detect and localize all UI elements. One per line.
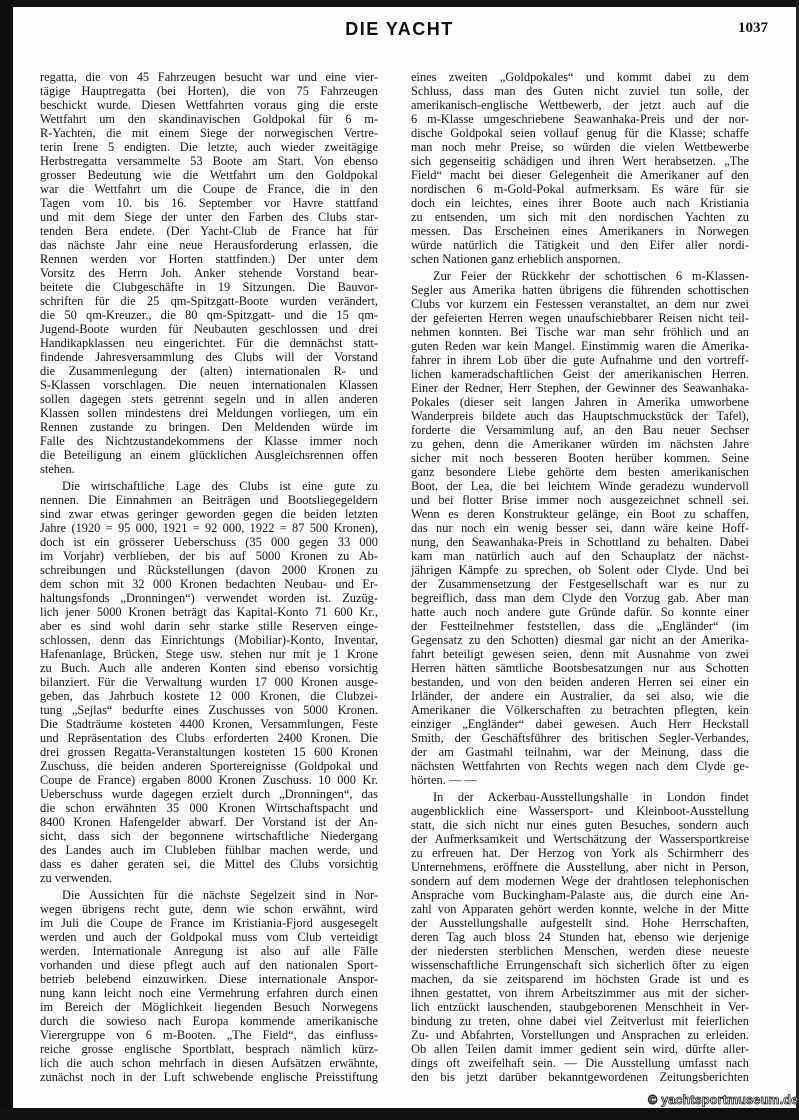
text-line: sicher mit noch besseren Booten herüber kommen. Seine xyxy=(411,451,749,465)
text-line: Herren hätten sämtliche Bootsbesatzungen nur aus Schotten xyxy=(411,661,749,675)
text-line: fahrer in ihrem Lob über die gute Aufnahme und den vortreff- xyxy=(411,353,749,367)
text-line: Wettfahrt um den skandinavischen Goldpokal für 6 m- xyxy=(40,112,378,126)
text-line: fahrt beteiligt gewesen seien, denn mit Ausnahme von zwei xyxy=(411,647,749,661)
text-line: der gefeierten Herren wegen unaufschiebbarer Reisen nicht teil- xyxy=(411,311,749,325)
text-line: lich entzückt lauschenden, staubgeborenen Menschheit in Ver- xyxy=(411,1000,749,1014)
text-line: beschickt wurde. Diesen Wettfahrten voraus ging die erste xyxy=(40,98,378,112)
text-line: augenblicklich eine Wassersport- und Kleinboot-Ausstellung xyxy=(411,804,749,818)
text-line: doch ein leichtes, eines ihrer Boote auch nach Kristiania xyxy=(411,196,749,210)
text-line: In der Ackerbau-Ausstellungshalle in London findet xyxy=(433,790,749,804)
text-line: die Beteiligung an einem glücklichen Ausgleichsrennen offen xyxy=(40,448,378,462)
text-line: Zuschuss, die beiden anderen Sportereignisse (Goldpokal und xyxy=(40,759,378,773)
text-line: wissenschaftliche Errungenschaft sich sicherlich öfter zu eigen xyxy=(411,958,749,972)
text-line: jährigen Kämpfe zu sprechen, ob Solent oder Clyde. Und bei xyxy=(411,563,749,577)
text-line: schen Nationen ganz erheblich anspornen. xyxy=(411,252,621,266)
text-line: R-Yachten, die mit einem Siege der norwegischen Vertre- xyxy=(40,126,378,140)
text-line: sondern auf dem modernen Wege der drahtlosen telephonischen xyxy=(411,874,749,888)
text-line: Schluss, dass man des Guten nicht zuviel tun solle, der xyxy=(411,84,749,98)
text-line: im Vorjahr) verblieben, der bis auf 5000 Kronen zu Ab- xyxy=(40,549,378,563)
text-line: Segler aus Amerika hatten übrigens die führenden schottischen xyxy=(411,283,749,297)
text-line: schlossen, denn das Einrichtungs (Mobiliar)-Konto, Inventar, xyxy=(40,633,378,647)
text-column-right xyxy=(411,70,749,1087)
text-line: lich die auch schon mehrfach in diesen Aufsätzen erwähnte, xyxy=(40,1056,378,1070)
paragraph xyxy=(411,70,749,266)
text-line: sicht, dass sich der begonnene wirtschaftliche Niedergang xyxy=(40,829,378,843)
text-line: die 50 qm-Kreuzer., die 80 qm-Spitzgatt- und die 15 qm- xyxy=(40,308,378,322)
text-line: im Juli die Coupe de France im Kristiania-Fjord ausgesegelt xyxy=(40,916,378,930)
text-line: Clubs vor kurzem ein Festessen veranstaltet, an dem nur zwei xyxy=(411,297,749,311)
text-line: grosser Bedeutung wie die Wettfahrt um den Goldpokal xyxy=(40,168,378,182)
text-column-left xyxy=(40,70,378,1087)
text-line: nennen. Die Einnahmen an Beiträgen und Bootsliegegeldern xyxy=(40,493,378,507)
text-line: Field“ macht bei dieser Gelegenheit die Amerikaner auf den xyxy=(411,168,749,182)
text-line: betrieb belebend einzuwirken. Diese internationale Anspor- xyxy=(40,972,378,986)
text-line: Coupe de France) ergaben 8000 Kronen Zuschuss. 10 000 Kr. xyxy=(40,773,378,787)
text-line: Boot, der Lea, die bei leichtem Winde geradezu wundervoll xyxy=(411,479,749,493)
text-line: nung kann leicht noch eine Vermehrung erfahren durch einen xyxy=(40,986,378,1000)
text-line: zu Buch. Auch alle anderen Konten sind ebenso vorsichtig xyxy=(40,661,378,675)
text-line: Tagen vom 10. bis 16. September vor Havre stattfand xyxy=(40,196,378,210)
text-line: Die wirtschaftliche Lage des Clubs ist eine gute zu xyxy=(62,479,378,493)
text-line: stehen. xyxy=(40,462,75,476)
text-line: zu erfreuen hat. Der Herzog von York als Schirmherr des xyxy=(411,846,749,860)
text-line: einziger „Engländer“ dabei gewesen. Auch Herr Heckstall xyxy=(411,717,749,731)
text-line: terin Irene 5 endigten. Die letzte, auch wieder zweitägige xyxy=(40,140,378,154)
text-line: vorhanden und diese pflegt auch auf den nationalen Sport- xyxy=(40,958,378,972)
text-line: würde natürlich die Tätigkeit und den Eifer aller nordi- xyxy=(411,238,749,252)
paragraph xyxy=(411,790,749,1084)
text-line: man noch mehr Preise, so würden die vielen Wettbewerbe xyxy=(411,140,749,154)
text-line: tägige Hauptregatta (bei Horten), die von 75 Fahrzeugen xyxy=(40,84,378,98)
text-line: beitete die Clubgeschäfte in 19 Sitzungen. Die Bauvor- xyxy=(40,280,378,294)
text-line: der Ausstellungshalle aufgestellt sind. Hohe Herrschaften, xyxy=(411,916,749,930)
text-line: Smith, der Geschäftsführer des britischen Segler-Verbandes, xyxy=(411,731,749,745)
text-line: war die Wettfahrt um die Coupe de France, die in den xyxy=(40,182,378,196)
text-line: sich gegenseitig schädigen und ihren Wert herabsetzen. „The xyxy=(411,154,749,168)
text-line: hörten. — — xyxy=(411,773,477,787)
text-line: reiche grosse englische Sportblatt, besprach nämlich kürz- xyxy=(40,1042,378,1056)
text-line: nung, den Seawanhaka-Preis in Schottland zu behalten. Dabei xyxy=(411,535,749,549)
text-line: deren Tag auch bloss 24 Stunden hat, ebenso wie derjenige xyxy=(411,930,749,944)
text-line: Unternehmens, eröffnete die Ausstellung, aber nicht in Person, xyxy=(411,860,749,874)
text-line: Amerikaner die Völkerschaften zu betrachten pflegten, kein xyxy=(411,703,749,717)
text-line: regatta, die von 45 Fahrzeugen besucht war und eine vier- xyxy=(40,70,378,84)
text-line: das nächste Jahr eine neue Herausforderung erlassen, die xyxy=(40,238,378,252)
text-line: Rennen zustande zu bringen. Den Meldenden würde im xyxy=(40,420,378,434)
text-line: die schon erwähnten 35 000 Kronen Wirtschaftspacht und xyxy=(40,801,378,815)
scan-edge-left xyxy=(0,0,13,1120)
text-line: Hafenanlage, Brücken, Stege usw. stehen nur mit je 1 Krone xyxy=(40,647,378,661)
text-line: Gegensatz zu den Schotten) diesmal gar nicht an der Amerika- xyxy=(411,633,749,647)
text-line: ihnen gestattet, von ihrem Arbeitszimmer aus mit der sicher- xyxy=(411,986,749,1000)
text-line: Vorsitz des Herrn Joh. Anker stehende Vorstand bear- xyxy=(40,266,378,280)
text-line: bilanziert. Für die Verwaltung wurden 17 000 Kronen ausge- xyxy=(40,675,378,689)
text-line: im Bereich der Möglichkeit liegenden Besuch Norwegens xyxy=(40,1000,378,1014)
text-line: Zur Feier der Rückkehr der schottischen 6 m-Klassen- xyxy=(433,269,749,283)
text-line: haltungsfonds „Dronningen“) verwendet worden ist. Zuzüg- xyxy=(40,591,378,605)
text-line: Die Stadträume kosteten 4400 Kronen, Versammlungen, Feste xyxy=(40,717,378,731)
text-line: wegen übrigens recht gute, denn wie schon erwähnt, wird xyxy=(40,902,378,916)
watermark: © yachtsportmuseum.de xyxy=(648,1093,799,1107)
text-line: schreibungen und Rückstellungen (davon 2000 Kronen zu xyxy=(40,563,378,577)
text-line: 6 m-Klasse umgeschriebene Seawanhaka-Preis und der nor- xyxy=(411,112,749,126)
text-line: zunächst noch in der Luft schwebende englische Preisstiftung xyxy=(40,1070,378,1084)
page-number: 1037 xyxy=(738,20,768,36)
text-line: drei grossen Regatta-Veranstaltungen kosteten 15 600 Kronen xyxy=(40,745,378,759)
text-line: tenden Bera endete. (Der Yacht-Club de France hat für xyxy=(40,224,378,238)
text-line: nordischen 6 m-Gold-Pokal aufmerksam. Es wäre für sie xyxy=(411,182,749,196)
text-line: bindung zu treten, ohne dabei viel Zeitverlust mit feierlichen xyxy=(411,1014,749,1028)
text-line: zu gehen, denn die Amerikaner würden im nächsten Jahre xyxy=(411,437,749,451)
text-line: guten Reden war kein Mangel. Einstimmig waren die Amerika- xyxy=(411,339,749,353)
text-line: dem schon mit 32 000 Kronen bedachten Neubau- und Er- xyxy=(40,577,378,591)
text-line: Wanderpreis bildete auch das Hauptschmuckstück der Tafel), xyxy=(411,409,749,423)
text-line: durch die sowieso nach Europa kommende amerikanische xyxy=(40,1014,378,1028)
text-line: statt, die sich nicht nur eines guten Besuches, sondern auch xyxy=(411,818,749,832)
text-line: Vierergruppe von 6 m-Booten. „The Field“, das einfluss- xyxy=(40,1028,378,1042)
scan-edge-top xyxy=(0,0,799,7)
text-line: machen, da sie zeitsparend im höchsten Grade ist und es xyxy=(411,972,749,986)
running-header-title: DIE YACHT xyxy=(345,19,454,39)
text-line: der am Gastmahl teilnahm, war der Meinung, dass die xyxy=(411,745,749,759)
text-line: Rennen werden vor Horten stattfinden.) Der unter dem xyxy=(40,252,378,266)
text-line: 8400 Kronen Hafengelder abwarf. Der Vorstand ist der An- xyxy=(40,815,378,829)
text-line: begreiflich, dass man dem Clyde den Vorzug gab. Aber man xyxy=(411,591,749,605)
text-line: dings oft zweifelhaft sein. — Die Ausstellung umfasst nach xyxy=(411,1056,749,1070)
text-line: Klassen sollen mindestens drei Meldungen vorliegen, um ein xyxy=(40,406,378,420)
text-line: messen. Das Erscheinen eines Amerikaners in Norwegen xyxy=(411,224,749,238)
text-line: zahl von Apparaten gehört werden konnte, welche in der Mitte xyxy=(411,902,749,916)
text-line: zu entsenden, um sich mit den nordischen Yachten zu xyxy=(411,210,749,224)
text-line: bestanden, und von den beiden anderen Herren sei einer ein xyxy=(411,675,749,689)
text-line: findende Jahresversammlung des Clubs will der Vorstand xyxy=(40,350,378,364)
text-line: der Zusammensetzung der Festgesellschaft war es nur zu xyxy=(411,577,749,591)
text-line: Einer der Redner, Herr Stephen, der Gewinner des Seawanhaka- xyxy=(411,381,749,395)
paragraph xyxy=(40,70,378,476)
text-line: Jugend-Boote wurden für Neubauten geschlossen und drei xyxy=(40,322,378,336)
text-line: der niedersten sterblichen Menschen, werden diese neueste xyxy=(411,944,749,958)
text-line: Ueberschuss wurde dagegen erzielt durch „Dronningen“, das xyxy=(40,787,378,801)
text-line: und Repräsentation des Clubs erforderten 2400 Kronen. Die xyxy=(40,731,378,745)
text-line: Ansprache vom Buckingham-Palaste aus, die durch eine An- xyxy=(411,888,749,902)
paragraph xyxy=(40,479,378,885)
text-line: lich jener 5000 Kronen beträgt das Kapital-Konto 71 600 Kr., xyxy=(40,605,378,619)
text-line: forderte die Versammlung auf, an den Bau neuer Sechser xyxy=(411,423,749,437)
text-line: werden. Internationale Anregung ist also auf alle Fälle xyxy=(40,944,378,958)
text-line: Handikapklassen neu eingerichtet. Für die demnächst statt- xyxy=(40,336,378,350)
text-line: Jahre (1920 = 95 000, 1921 = 92 000, 1922 = 87 500 Kronen), xyxy=(40,521,378,535)
text-line: geben, das Jahrbuch kostete 12 000 Kronen, die Clubzei- xyxy=(40,689,378,703)
text-line: sollen dagegen stets getrennt segeln und in allen anderen xyxy=(40,392,378,406)
scan-edge-bottom xyxy=(0,1108,799,1120)
text-line: der Aufmerksamkeit und Wertschätzung der Wassersportkreise xyxy=(411,832,749,846)
paragraph xyxy=(40,888,378,1084)
text-line: kam man natürlich auch auf den Schauplatz der nächst- xyxy=(411,549,749,563)
text-line: die Zusammenlegung der (alten) internationalen R- und xyxy=(40,364,378,378)
text-line: das nur noch ein wenig besser sei, dann wäre keine Hoff- xyxy=(411,521,749,535)
text-line: eines zweiten „Goldpokales“ und kommt dabei zu dem xyxy=(411,70,749,84)
text-line: Pokales (dieser seit langen Jahren in Amerika umworbene xyxy=(411,395,749,409)
text-line: und mit dem Siege der unter den Farben des Clubs star- xyxy=(40,210,378,224)
text-line: hatte auch noch andere gute Gründe dafür. So konnte einer xyxy=(411,605,749,619)
text-line: nächsten Wettfahrten von Rechts wegen nach dem Clyde ge- xyxy=(411,759,749,773)
text-line: schriften für die 25 qm-Spitzgatt-Boote wurden verändert, xyxy=(40,294,378,308)
text-line: lichen kameradschaftlichen Geist der amerikanischen Herren. xyxy=(411,367,749,381)
text-line: ganz besondere Liebe gehörte dem besten amerikanischen xyxy=(411,465,749,479)
text-line: den bis jetzt darüber bekanntgewordenen Zeitungsberichten xyxy=(411,1070,749,1084)
text-line: und bei flotter Brise immer noch ausgezeichnet schnell sei. xyxy=(411,493,749,507)
text-line: dass es daher geraten sei, die Mittel des Clubs vorsichtig xyxy=(40,857,378,871)
text-line: nehmen konnten. Bei Tische war man sehr fröhlich und an xyxy=(411,325,749,339)
text-line: zu verwenden. xyxy=(40,871,113,885)
text-line: S-Klassen vorschlagen. Die neuen internationalen Klassen xyxy=(40,378,378,392)
text-line: Irländer, der andere ein Australier, da sei also, wie die xyxy=(411,689,749,703)
text-line: Falle des Nichtzustandekommens der Klasse immer noch xyxy=(40,434,378,448)
text-line: Herbstregatta versammelte 53 Boote am Start. Von ebenso xyxy=(40,154,378,168)
text-line: amerikanisch-englische Wettbewerb, der jetzt auch auf die xyxy=(411,98,749,112)
text-line: dische Goldpokal seien vollauf genug für die Klasse; schaffe xyxy=(411,126,749,140)
text-line: Ob allen Teilen damit immer gedient sein wird, dürfte aller- xyxy=(411,1042,749,1056)
text-line: Wenn es deren Konstrukteur gelänge, ein Boot zu schaffen, xyxy=(411,507,749,521)
paragraph xyxy=(411,269,749,787)
text-line: werden und auch der Goldpokal muss vom Club verteidigt xyxy=(40,930,378,944)
text-line: doch ist ein grösserer Ueberschuss (35 000 gegen 33 000 xyxy=(40,535,378,549)
text-line: Die Aussichten für die nächste Segelzeit sind in Nor- xyxy=(62,888,378,902)
text-line: aber es sind wohl darin sehr starke stille Reserven einge- xyxy=(40,619,378,633)
text-line: sind zwar etwas geringer geworden gegen die beiden letzten xyxy=(40,507,378,521)
text-line: tung „Sejlas“ bedurfte eines Zuschusses von 5000 Kronen. xyxy=(40,703,378,717)
text-line: der Festteilnehmer feststellen, dass die „Engländer“ (im xyxy=(411,619,749,633)
text-line: Zu- und Abfahrten, Vorstellungen und Ansprachen zu erleiden. xyxy=(411,1028,749,1042)
text-line: des Landes auch im Clubleben fühlbar machen werde, und xyxy=(40,843,378,857)
